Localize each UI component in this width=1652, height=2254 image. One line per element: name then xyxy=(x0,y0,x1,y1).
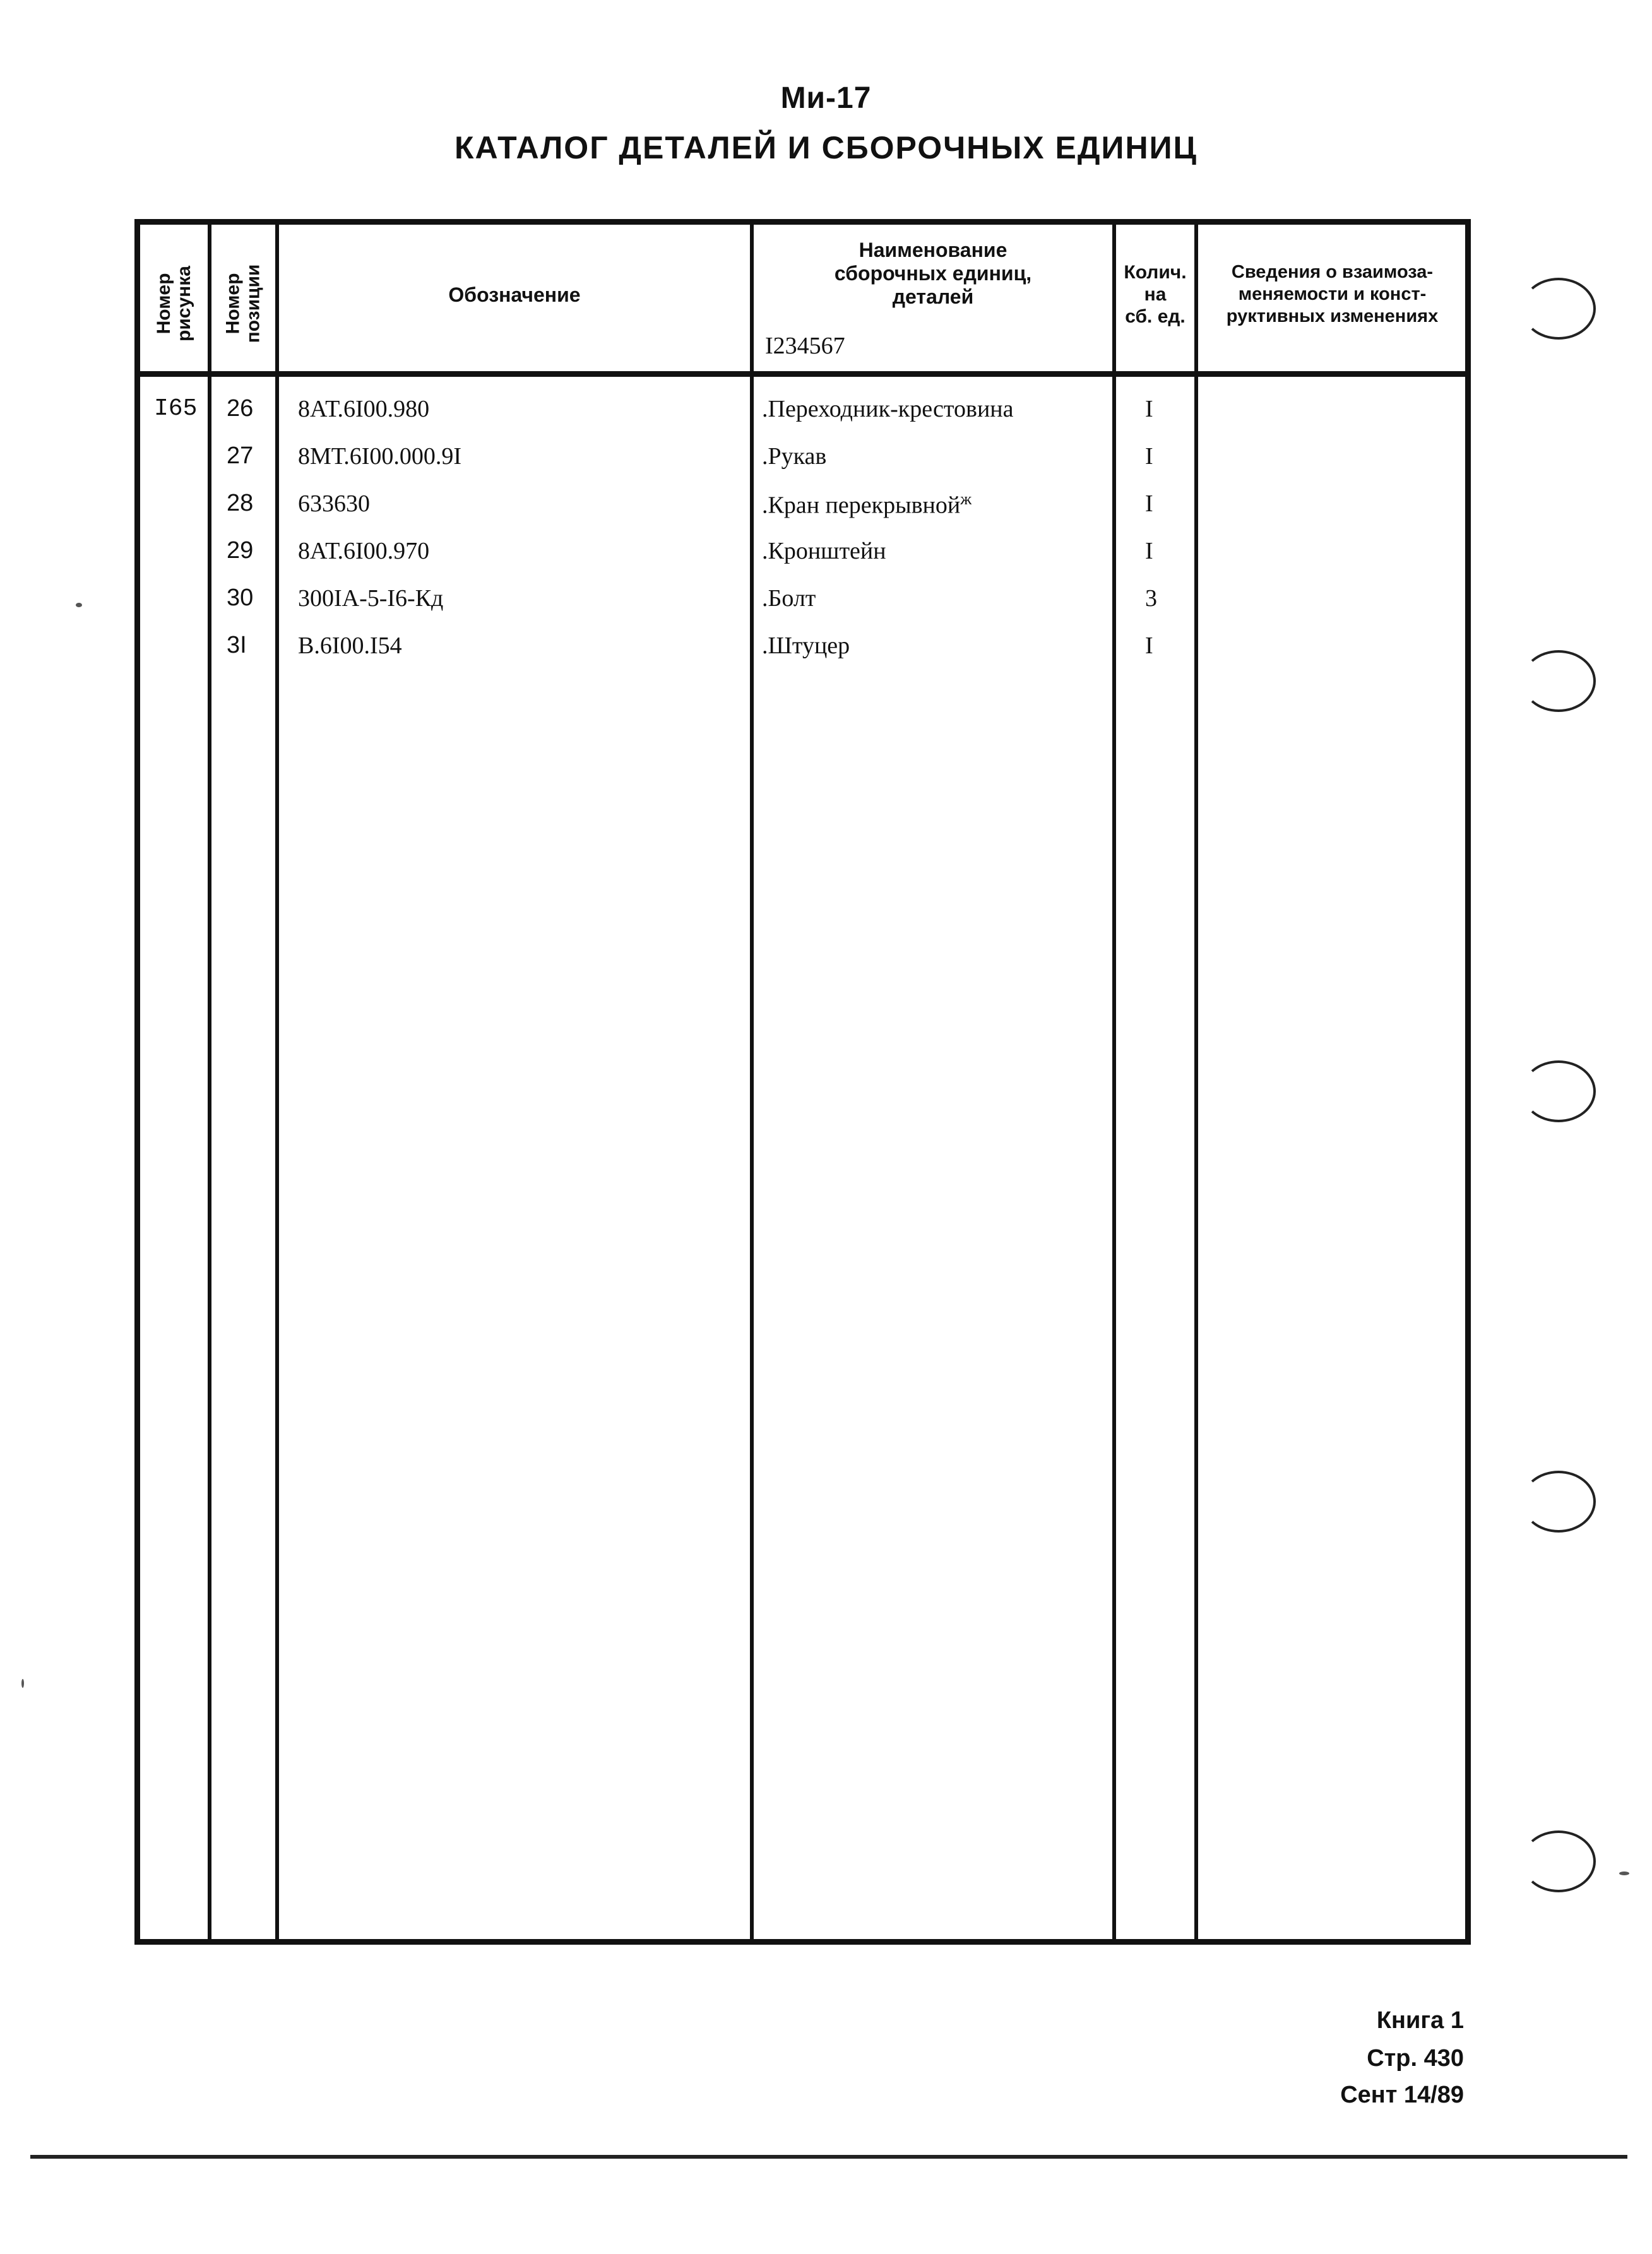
part-designation: 633630 xyxy=(298,490,370,517)
position-number: 26 xyxy=(227,395,254,422)
part-designation: В.6I00.I54 xyxy=(298,632,402,659)
col-header-position-no: Номер позиции xyxy=(222,264,264,343)
part-quantity: I xyxy=(1145,396,1153,422)
header-divider xyxy=(140,371,1465,377)
part-name: .Кронштейн xyxy=(762,538,886,564)
scan-speck xyxy=(1619,1871,1629,1875)
part-designation: 8АТ.6I00.980 xyxy=(298,396,430,422)
position-number: 30 xyxy=(227,584,254,611)
footer-book: Книга 1 xyxy=(1376,2007,1464,2034)
scan-speck xyxy=(21,1679,24,1688)
punch-hole-icon xyxy=(1521,1471,1596,1533)
scan-speck xyxy=(76,603,82,607)
punch-hole-icon xyxy=(1521,650,1596,712)
part-quantity: 3 xyxy=(1145,585,1157,612)
column-divider xyxy=(275,225,279,1939)
column-divider xyxy=(1194,225,1198,1939)
part-quantity: I xyxy=(1145,490,1153,517)
bottom-rule xyxy=(30,2155,1627,2159)
footer-page: Стр. 430 xyxy=(1367,2045,1464,2072)
document-model: Ми-17 xyxy=(780,81,872,115)
part-designation: 8МТ.6I00.000.9I xyxy=(298,443,462,470)
position-number: 29 xyxy=(227,537,254,564)
part-quantity: I xyxy=(1145,538,1153,564)
punch-hole-icon xyxy=(1521,1060,1596,1122)
column-divider xyxy=(750,225,754,1939)
part-name: .Рукав xyxy=(762,443,827,470)
col-header-quantity: Колич. на сб. ед. xyxy=(1124,262,1187,327)
part-name: .Болт xyxy=(762,585,816,612)
document-title: КАТАЛОГ ДЕТАЛЕЙ И СБОРОЧНЫХ ЕДИНИЦ xyxy=(454,130,1198,165)
column-divider xyxy=(208,225,211,1939)
position-number: 3I xyxy=(227,632,247,658)
part-name: .Штуцер xyxy=(762,632,850,659)
parts-table xyxy=(134,219,1471,1945)
col-header-name: Наименование сборочных единиц, деталей xyxy=(834,239,1032,308)
position-number: 28 xyxy=(227,490,254,516)
part-quantity: I xyxy=(1145,443,1153,470)
part-designation: 8АТ.6I00.970 xyxy=(298,538,430,564)
col-header-notes: Сведения о взаимоза- меняемости и конст- руктивных изменениях xyxy=(1226,262,1439,326)
part-name: .Переходник-крестовина xyxy=(762,396,1014,422)
col-header-figure-no: Номер рисунка xyxy=(153,266,194,341)
position-number: 27 xyxy=(227,442,254,469)
figure-number: I65 xyxy=(154,395,198,422)
col-header-name-code: I234567 xyxy=(765,333,845,359)
part-name: .Кран перекрывной$^ж$ xyxy=(762,490,972,519)
footer-date: Сент 14/89 xyxy=(1340,2082,1464,2108)
column-divider xyxy=(1112,225,1116,1939)
part-quantity: I xyxy=(1145,632,1153,659)
part-designation: 300IА-5-I6-Кд xyxy=(298,585,444,612)
punch-hole-icon xyxy=(1521,1830,1596,1892)
footnote-mark: ж xyxy=(960,490,972,508)
col-header-designation: Обозначение xyxy=(448,283,581,306)
punch-hole-icon xyxy=(1521,278,1596,340)
